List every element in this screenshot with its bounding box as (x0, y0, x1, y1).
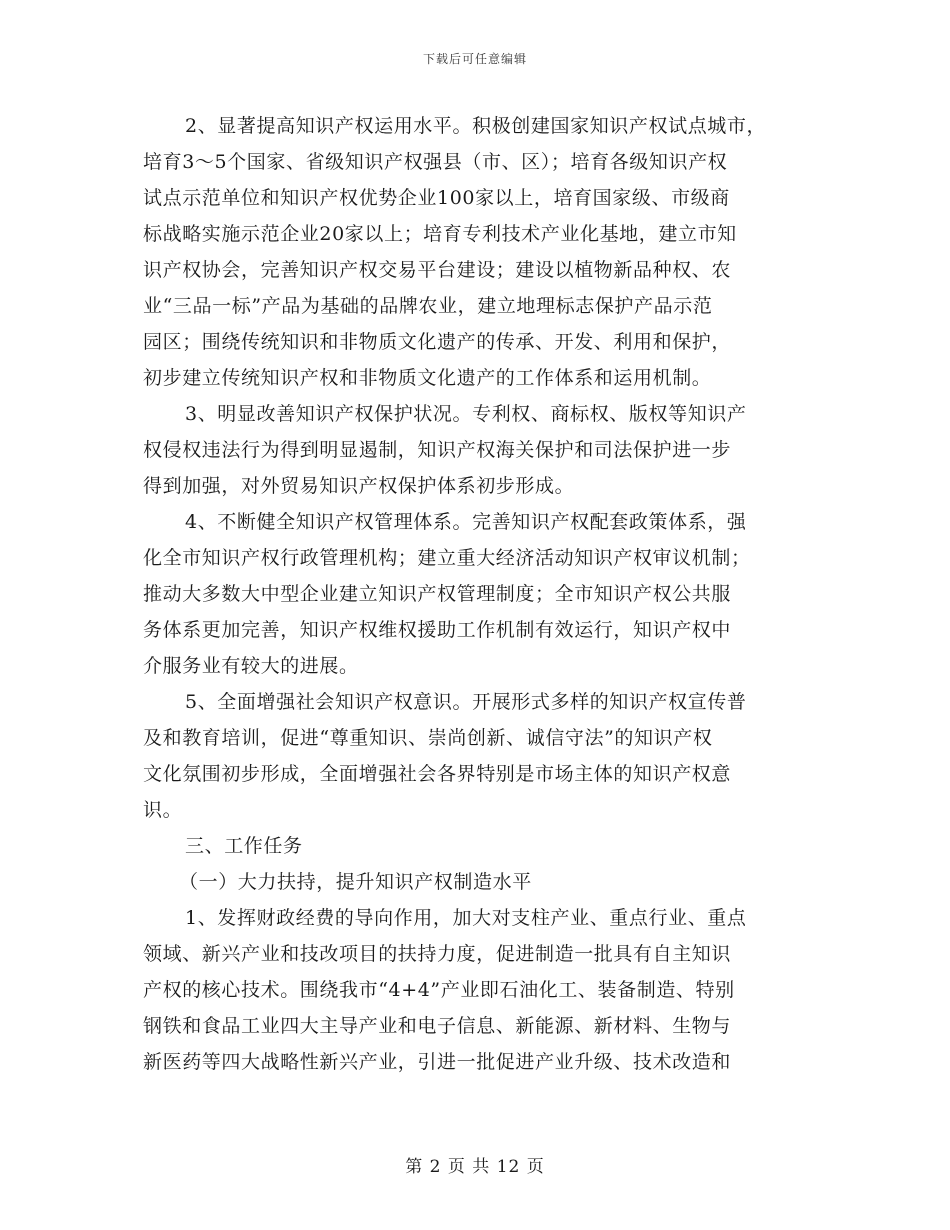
paragraph-line: 园区；围绕传统知识和非物质文化遗产的传承、开发、利用和保护， (143, 331, 732, 353)
paragraph-line: 1、发挥财政经费的导向作用，加大对支柱产业、重点行业、重点 (185, 907, 747, 929)
paragraph-line: 新医药等四大战略性新兴产业，引进一批促进产业升级、技术改造和 (143, 1051, 732, 1073)
paragraph-line: 识。 (143, 799, 183, 821)
paragraph-line: 化全市知识产权行政管理机构；建立重大经济活动知识产权审议机制； (143, 547, 751, 569)
paragraph-line: 培育3～5个国家、省级知识产权强县（市、区）；培育各级知识产权 (143, 151, 728, 173)
paragraph-line: 务体系更加完善，知识产权维权援助工作机制有效运行，知识产权中 (143, 619, 732, 641)
document-body (143, 108, 808, 1080)
paragraph-line: 推动大多数大中型企业建立知识产权管理制度；全市知识产权公共服 (143, 583, 732, 605)
page-header: 下载后可任意编辑 (422, 52, 527, 66)
paragraph-line: 及和教育培训，促进“尊重知识、崇尚创新、诚信守法”的知识产权 (143, 727, 713, 749)
paragraph-line: 文化氛围初步形成，全面增强社会各界特别是市场主体的知识产权意 (143, 763, 732, 785)
paragraph-line: 得到加强，对外贸易知识产权保护体系初步形成。 (143, 475, 575, 497)
paragraph-line: 标战略实施示范企业20家以上；培育专利技术产业化基地，建立市知 (143, 223, 737, 245)
paragraph-line: 识产权协会，完善知识产权交易平台建设；建设以植物新品种权、农 (143, 259, 732, 281)
paragraph-line: 初步建立传统知识产权和非物质文化遗产的工作体系和运用机制。 (143, 367, 712, 389)
paragraph-line: 产权的核心技术。围绕我市“4+4”产业即石油化工、装备制造、特别 (143, 979, 735, 1001)
paragraph-line: 权侵权违法行为得到明显遏制，知识产权海关保护和司法保护进一步 (143, 439, 732, 461)
paragraph-line: 业“三品一标”产品为基础的品牌农业，建立地理标志保护产品示范 (143, 295, 713, 317)
section-heading: 三、工作任务 (185, 835, 303, 857)
paragraph-line: 领域、新兴产业和技改项目的扶持力度，促进制造一批具有自主知识 (143, 943, 732, 965)
paragraph-line: 2、显著提高知识产权运用水平。积极创建国家知识产权试点城市， (185, 115, 767, 137)
page-number-footer: 第 2 页 共 12 页 (405, 1157, 545, 1177)
paragraph-line: 试点示范单位和知识产权优势企业100家以上，培育国家级、市级商 (143, 187, 730, 209)
paragraph-line: 3、明显改善知识产权保护状况。专利权、商标权、版权等知识产 (185, 403, 747, 425)
paragraph-line: 钢铁和食品工业四大主导产业和电子信息、新能源、新材料、生物与 (143, 1015, 732, 1037)
subsection-heading: （一）大力扶持，提升知识产权制造水平 (179, 871, 532, 893)
paragraph-line: 介服务业有较大的进展。 (143, 655, 359, 677)
paragraph-line: 4、不断健全知识产权管理体系。完善知识产权配套政策体系，强 (185, 511, 747, 533)
paragraph-line: 5、全面增强社会知识产权意识。开展形式多样的知识产权宣传普 (185, 691, 747, 713)
